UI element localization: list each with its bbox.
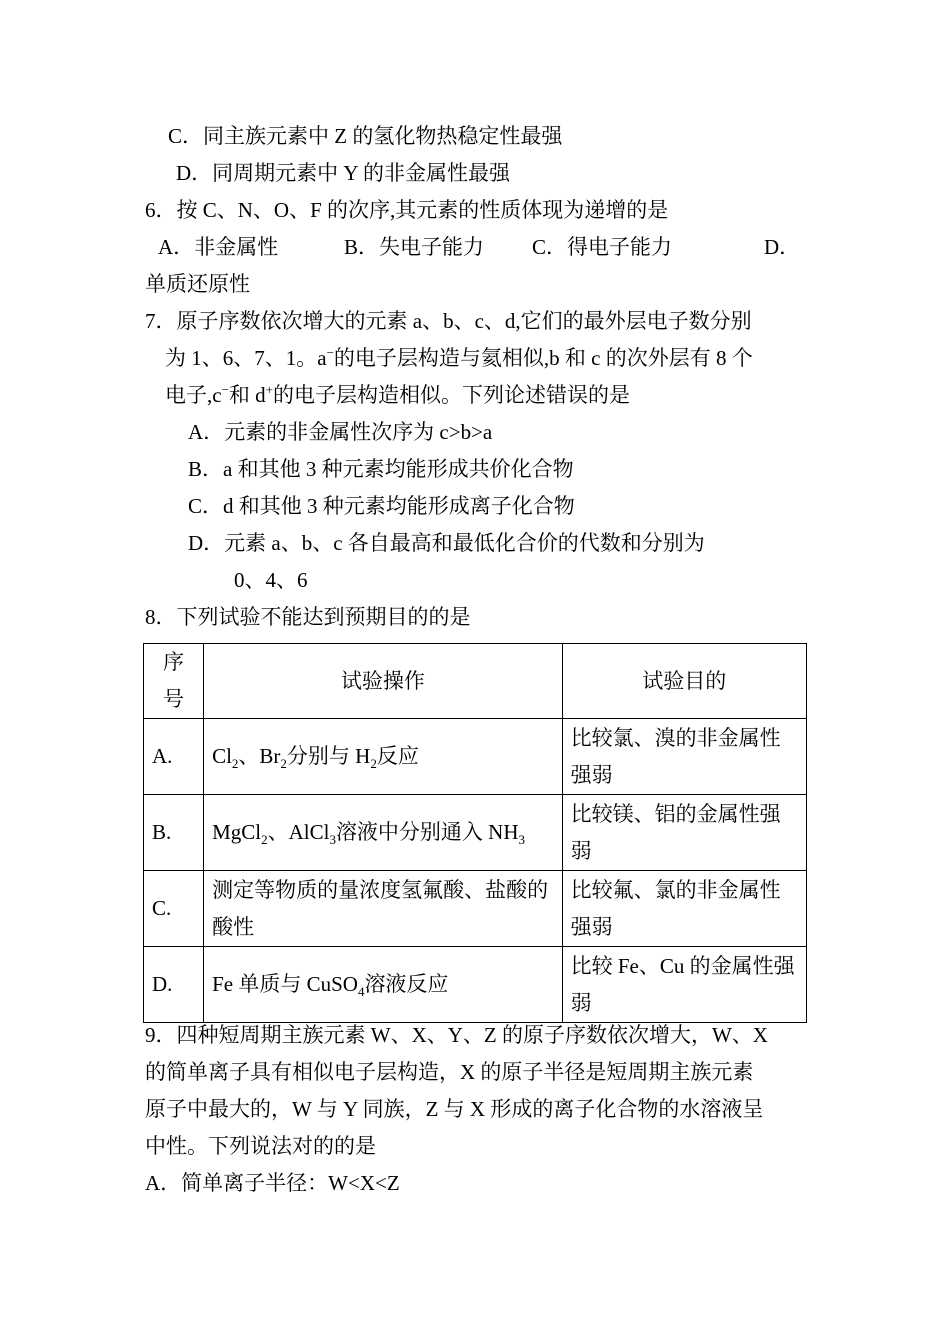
op-text: Cl	[212, 744, 232, 768]
q7-line3-b: 和 d	[228, 383, 266, 407]
op-subscript: 4	[357, 984, 365, 1000]
row-operation: 测定等物质的量浓度氢氟酸、盐酸的酸性	[204, 871, 563, 947]
op-subscript: 2	[261, 832, 268, 848]
row-goal: 比较氟、氯的非金属性强弱	[562, 871, 806, 947]
q7-option-d-cont: 0、4、6	[234, 568, 308, 592]
op-text: MgCl	[212, 820, 262, 844]
op-text: 、AlCl	[267, 820, 330, 844]
row-goal: 比较镁、铝的金属性强弱	[562, 795, 806, 871]
row-operation	[204, 719, 563, 795]
table-header-row	[144, 644, 807, 719]
q5-option-d: D．同周期元素中 Y 的非金属性最强	[176, 161, 511, 185]
q7-option-d: D．元素 a、b、c 各自最高和最低化合价的代数和分别为	[188, 531, 705, 555]
op-text: 分别与 H	[286, 744, 371, 768]
row-number: D.	[144, 947, 204, 1023]
q7-stem-line1: 7．原子序数依次增大的元素 a、b、c、d,它们的最外层电子数分别	[145, 309, 752, 333]
q6-option-a: A．非金属性	[158, 235, 279, 259]
op-text: 溶液中分别通入 NH	[335, 820, 519, 844]
q6-option-d-text: 单质还原性	[145, 272, 250, 296]
q7-line2-a: 为 1、6、7、1。a	[165, 346, 327, 370]
header-number	[144, 644, 204, 719]
op-subscript: 2	[280, 756, 287, 772]
q7-line2-sup: −	[326, 345, 334, 360]
op-subscript: 3	[518, 832, 526, 848]
table-row	[144, 871, 807, 947]
row-number: C.	[144, 871, 204, 947]
table-row	[144, 947, 807, 1023]
q6-option-b: B．失电子能力	[344, 235, 485, 259]
table-row	[144, 719, 807, 795]
op-subscript: 2	[231, 756, 239, 772]
header-goal: 试验目的	[562, 644, 806, 719]
q7-stem-line3	[165, 381, 630, 409]
q7-line3-c: 的电子层构造相似。下列论述错误的是	[273, 383, 631, 407]
q7-stem-line2	[165, 344, 753, 372]
row-goal: 比较氯、溴的非金属性强弱	[562, 719, 806, 795]
q6-option-d-prefix: D．	[764, 235, 801, 259]
q5-option-c: C．同主族元素中 Z 的氢化物热稳定性最强	[168, 124, 563, 148]
q9-stem-line2: 的简单离子具有相似电子层构造，X 的原子半径是短周期主族元素	[145, 1060, 754, 1084]
q9-stem-line1: 9．四种短周期主族元素 W、X、Y、Z 的原子序数依次增大，W、X	[145, 1023, 768, 1047]
op-subscript: 2	[370, 756, 377, 772]
experiment-table	[143, 643, 807, 1023]
row-number: B.	[144, 795, 204, 871]
op-text: 反应	[376, 744, 419, 768]
header-operation: 试验操作	[204, 644, 563, 719]
op-text: Fe 单质与 CuSO	[212, 972, 358, 996]
q7-option-b: B．a 和其他 3 种元素均能形成共价化合物	[188, 457, 574, 481]
q7-option-c: C．d 和其他 3 种元素均能形成离子化合物	[188, 494, 575, 518]
header-number-text: 序号	[163, 650, 185, 711]
q8-stem: 8．下列试验不能达到预期目的的是	[145, 605, 471, 629]
q6-option-c: C．得电子能力	[532, 235, 673, 259]
q9-stem-line4: 中性。下列说法对的的是	[145, 1134, 376, 1158]
op-text: 溶液反应	[364, 972, 449, 996]
op-subscript: 3	[329, 832, 336, 848]
q7-line3-sup1: −	[221, 382, 229, 397]
q9-option-a: A．简单离子半径：W<X<Z	[145, 1171, 400, 1195]
q7-line2-b: 的电子层构造与氦相似,b 和 c 的次外层有 8 个	[333, 346, 753, 370]
op-text: 、Br	[238, 744, 281, 768]
q9-stem-line3: 原子中最大的，W 与 Y 同族，Z 与 X 形成的离子化合物的水溶液呈	[145, 1097, 764, 1121]
row-number: A.	[144, 719, 204, 795]
q7-option-a: A．元素的非金属性次序为 c>b>a	[188, 420, 493, 444]
table-row	[144, 795, 807, 871]
q7-line3-a: 电子,c	[165, 383, 222, 407]
q7-line3-sup2: +	[265, 382, 274, 397]
row-goal: 比较 Fe、Cu 的金属性强弱	[562, 947, 806, 1023]
q6-stem: 6．按 C、N、O、F 的次序,其元素的性质体现为递增的是	[145, 198, 669, 222]
row-operation	[204, 947, 563, 1023]
row-operation	[204, 795, 563, 871]
